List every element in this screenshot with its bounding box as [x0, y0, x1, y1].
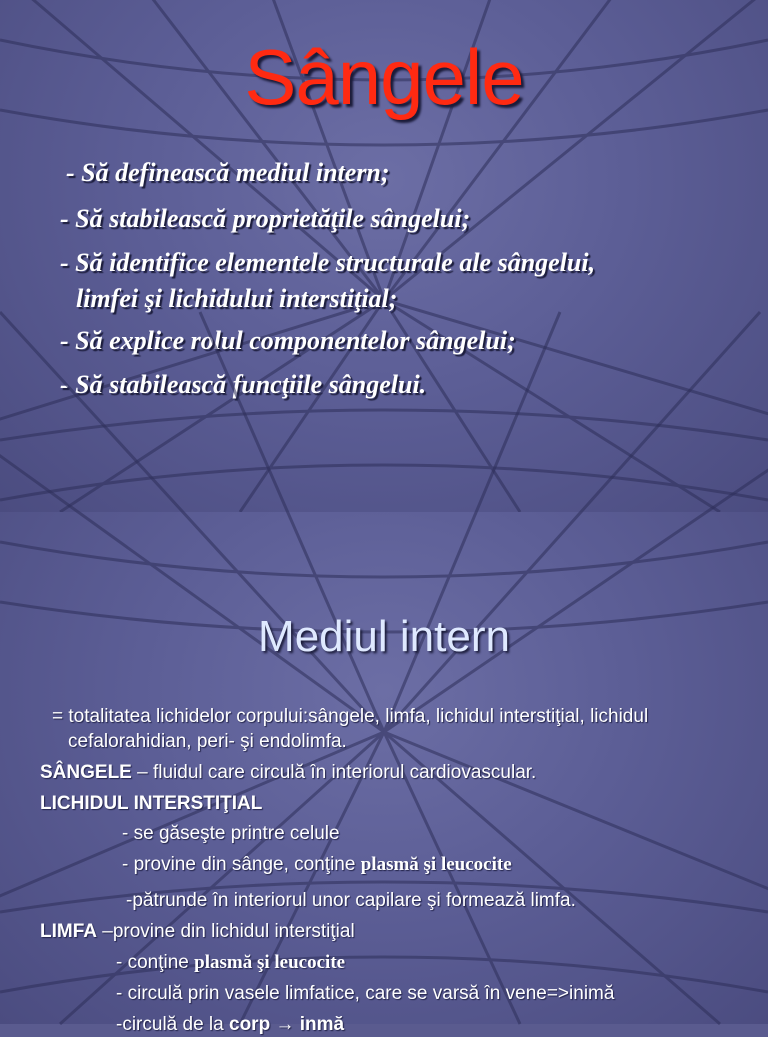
lichid-point: -pătrunde în interiorul unor capilare şi formează limfa.	[126, 890, 576, 911]
slide-1	[0, 0, 768, 512]
limfa-point-text: - conţine	[116, 952, 195, 973]
limfa-point	[116, 951, 345, 975]
lichid-point	[122, 853, 512, 877]
slide-title: Mediul intern	[258, 612, 510, 661]
limfa-point-text: -circulă de la	[116, 1014, 229, 1035]
objective-item: - Să stabilească funcţiile sângelui.	[60, 370, 427, 399]
limfa-point: - circulă prin vasele limfatice, care se varsă în vene=>inimă	[116, 983, 615, 1004]
lichid-point: - se găseşte printre celule	[122, 823, 340, 844]
objective-item: - Să explice rolul componentelor sângelui;	[60, 326, 516, 355]
slide-2	[0, 512, 768, 1035]
objective-item: - Să definească mediul intern;	[66, 158, 390, 187]
term-sangele: SÂNGELE	[40, 762, 132, 783]
slide-body	[0, 512, 768, 1035]
limfa-point-emph: corp → inmă	[229, 1014, 345, 1035]
limfa-point-emph: plasmă şi leucocite	[194, 952, 346, 973]
lichid-point-emph: plasmă şi leucocite	[360, 854, 512, 875]
objective-item: - Să stabilească proprietăţile sângelui;	[60, 204, 471, 233]
definition-line: = totalitatea lichidelor corpului:sângele, limfa, lichidul interstiţial, lichidul	[52, 706, 649, 727]
limfa-point	[116, 1013, 344, 1037]
sange-definition	[40, 761, 536, 785]
sange-text: – fluidul care circulă în interiorul cardiovascular.	[131, 762, 537, 783]
limfa-text: –provine din lichidul interstiţial	[97, 921, 355, 942]
objective-item: limfei şi lichidului interstiţial;	[76, 284, 398, 313]
slide-title: Sângele	[244, 33, 524, 121]
term-lichid-interstitial: LICHIDUL INTERSTIŢIAL	[40, 793, 263, 814]
definition-line: cefalorahidian, peri- şi endolimfa.	[68, 731, 347, 752]
lichid-point-text: - provine din sânge, conţine	[122, 854, 361, 875]
term-limfa: LIMFA	[40, 921, 97, 942]
limfa-definition	[40, 920, 355, 944]
objective-item: - Să identifice elementele structurale ale sângelui,	[60, 248, 596, 277]
